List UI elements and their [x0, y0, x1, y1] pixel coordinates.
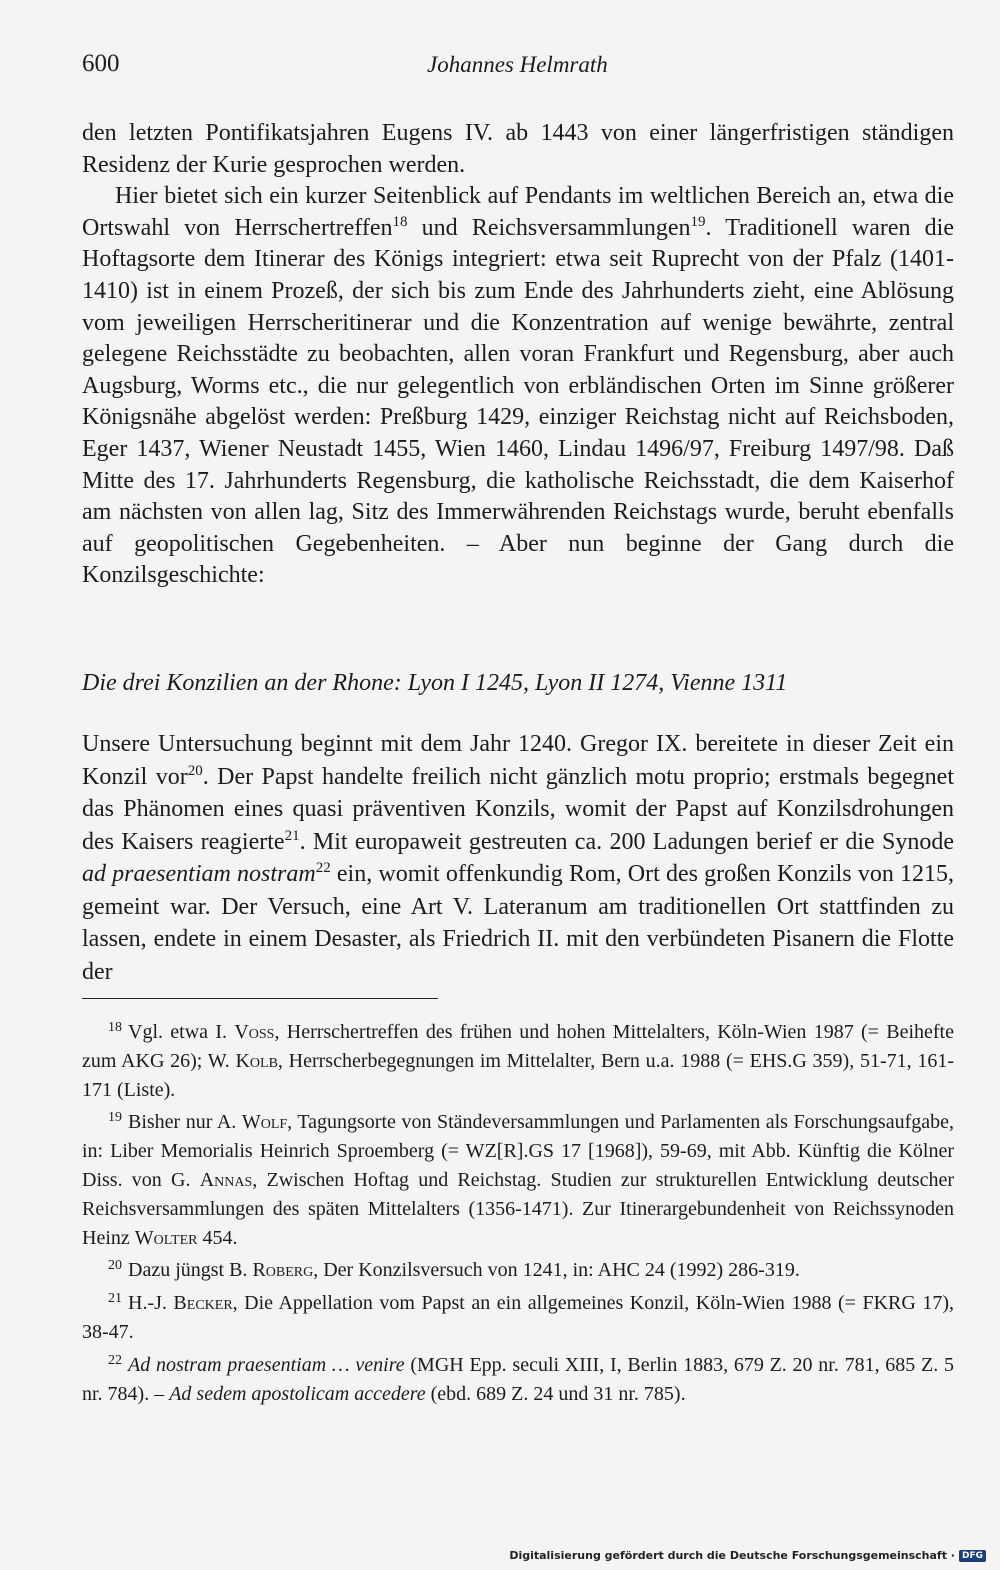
footnote-text: (MGH Epp. seculi XIII, I, Berlin 1883, 679 Z. 20 nr. 781, 685 Z. 5 nr. 784). –	[82, 1353, 955, 1405]
footnote-22	[82, 1351, 954, 1409]
footnote-text: 454.	[197, 1226, 238, 1249]
author-name: Voss	[234, 1021, 275, 1043]
footnote-marker[interactable]: 22	[315, 860, 331, 876]
footnote-marker[interactable]: 20	[187, 762, 203, 779]
paragraph-text: den letzten Pontifikatsjahren Eugens IV. ab 1443 von einer längerfristigen ständigen Residenz der Kurie gesprochen werden.	[82, 120, 954, 178]
footnote-text: Vgl. etwa I.	[128, 1021, 235, 1043]
footnote-text: , Zwischen Hoftag und Reichstag. Studien zur strukturellen Entwicklung deutscher Reichsversammlungen des späten Mittelalters (1356-1471). Zur Itinerargebundenheit von Reichssynoden Heinz	[82, 1168, 954, 1249]
footnotes	[82, 1018, 954, 1412]
paragraph	[82, 181, 954, 592]
footnote-20	[82, 1256, 954, 1285]
footnote-text: Bisher nur A.	[128, 1111, 242, 1134]
author-name: Annas	[199, 1168, 253, 1191]
footnote-text: , Tagungsorte von Ständeversammlungen und Parlamenten als Forschungsaufgabe, in: Liber Memorialis Heinrich Sproemberg (= WZ[R].GS 17 [1968]), 59-69, mit Abb. Künftig die Kölner Diss. von G.	[82, 1111, 954, 1191]
page-header	[82, 50, 954, 84]
footnote-number: 18	[108, 1020, 122, 1035]
italic-quote: ad praesentiam nostram	[82, 861, 316, 887]
funding-footer	[509, 1549, 986, 1562]
body-text-section	[82, 728, 954, 988]
author-name: Wolter	[134, 1226, 198, 1249]
footnote-marker[interactable]: 18	[392, 213, 408, 230]
paragraph-text: ein, womit offenkundig Rom, Ort des großen Konzils von 1215, gemeint war. Der Versuch, eine Art V. Lateranum am traditionellen Ort stattfinden zu lassen, endete in einem Desaster, als Friedrich II. mit den verbündeten Pisanern die Flotte der	[82, 861, 954, 985]
footnote-text: , Der Konzilsversuch von 1241, in: AHC 24 (1992) 286-319.	[313, 1259, 800, 1282]
section-heading: Die drei Konzilien an der Rhone: Lyon I 1245, Lyon II 1274, Vienne 1311	[82, 670, 788, 696]
paragraph	[82, 118, 954, 181]
footnote-marker[interactable]: 21	[284, 827, 300, 844]
footnote-number: 21	[108, 1291, 122, 1307]
footnote-text: , Herrschertreffen des frühen und hohen Mittelalters, Köln-Wien 1987 (= Beihefte zum AKG 26); W.	[82, 1021, 954, 1072]
funding-note: Digitalisierung gefördert durch die Deutsche Forschungsgemeinschaft ·	[509, 1549, 955, 1562]
paragraph-text: . Mit europaweit gestreuten ca. 200 Ladungen berief er die Synode	[299, 828, 954, 855]
footnote-21	[82, 1289, 954, 1347]
italic-quote: Ad sedem apostolicam accedere	[169, 1382, 426, 1405]
paragraph-text: Unsere Untersuchung beginnt mit dem Jahr 1240. Gregor IX. bereitete in dieser Zeit ein Konzil vor	[82, 731, 954, 790]
paragraph-text: . Der Papst handelte freilich nicht gänzlich motu proprio; erstmals begegnet das Phänomen eines quasi präventiven Konzils, womit der Papst auf Konzilsdrohungen des Kaisers reagierte	[82, 763, 954, 855]
footnote-text: (ebd. 689 Z. 24 und 31 nr. 785).	[425, 1382, 686, 1405]
dfg-logo-icon[interactable]: DFG	[959, 1550, 986, 1562]
footnote-text: , Die Appellation vom Papst an ein allgemeines Konzil, Köln-Wien 1988 (= FKRG 17), 38-47.	[82, 1292, 954, 1343]
footnote-18	[82, 1018, 954, 1104]
footnote-marker[interactable]: 19	[690, 213, 706, 230]
footnote-divider	[82, 998, 438, 999]
footnote-19	[82, 1108, 954, 1252]
footnote-number: 20	[108, 1258, 122, 1274]
author-name: Becker	[173, 1292, 233, 1315]
author-name: Wolf	[241, 1111, 288, 1134]
body-text	[82, 118, 954, 592]
footnote-text: , Herrscherbegegnungen im Mittelalter, Bern u.a. 1988 (= EHS.G 359), 51-71, 161-171 (Liste).	[82, 1049, 954, 1101]
running-head: Johannes Helmrath	[427, 52, 608, 77]
paragraph-text: Hier bietet sich ein kurzer Seitenblick auf Pendants im weltlichen Bereich an, etwa die Ortswahl von Herrschertreffen	[82, 183, 954, 241]
italic-quote: Ad nostram praesentiam … venire	[128, 1353, 405, 1376]
paragraph-text: . Traditionell waren die Hoftagsorte dem Itinerar des Königs integriert: etwa seit Ruprecht von der Pfalz (1401-1410) ist in einem Prozeß, der sich bis zum Ende des Jahrhunderts zieht, eine Ablösung vom jeweiligen Herrscheritinerar und die Konzentration auf wenige bewährte, zentral gelegene Reichsstädte zu beobachten, allen voran Frankfurt und Regensburg, aber auch Augsburg, Worms etc., die nur gelegentlich von erbländischen Orten im Sinne größerer Königsnähe abgelöst werden: Preßburg 1429, einziger Reichstag nicht auf Reichsboden, Eger 1437, Wiener Neustadt 1455, Wien 1460, Lindau 1496/97, Freiburg 1497/98. Daß Mitte des 17. Jahrhunderts Regensburg, die katholische Reichsstadt, die dem Kaiserhof am nächsten von allen lag, Sitz des Immerwährenden Reichstags wurde, beruht ebenfalls auf geopolitischen Gegebenheiten. – Aber nun beginne der Gang durch die Konzilsgeschichte:	[82, 214, 954, 589]
author-name: Roberg	[252, 1259, 314, 1282]
footnote-text: Dazu jüngst B.	[128, 1259, 253, 1282]
paragraph	[82, 728, 954, 988]
footnote-number: 22	[108, 1352, 122, 1368]
paragraph-text: und Reichsversammlungen	[407, 214, 691, 241]
footnote-text: H.-J.	[128, 1292, 174, 1315]
footnote-number: 19	[108, 1110, 122, 1126]
page-number: 600	[82, 50, 120, 77]
author-name: Kolb	[235, 1049, 278, 1072]
